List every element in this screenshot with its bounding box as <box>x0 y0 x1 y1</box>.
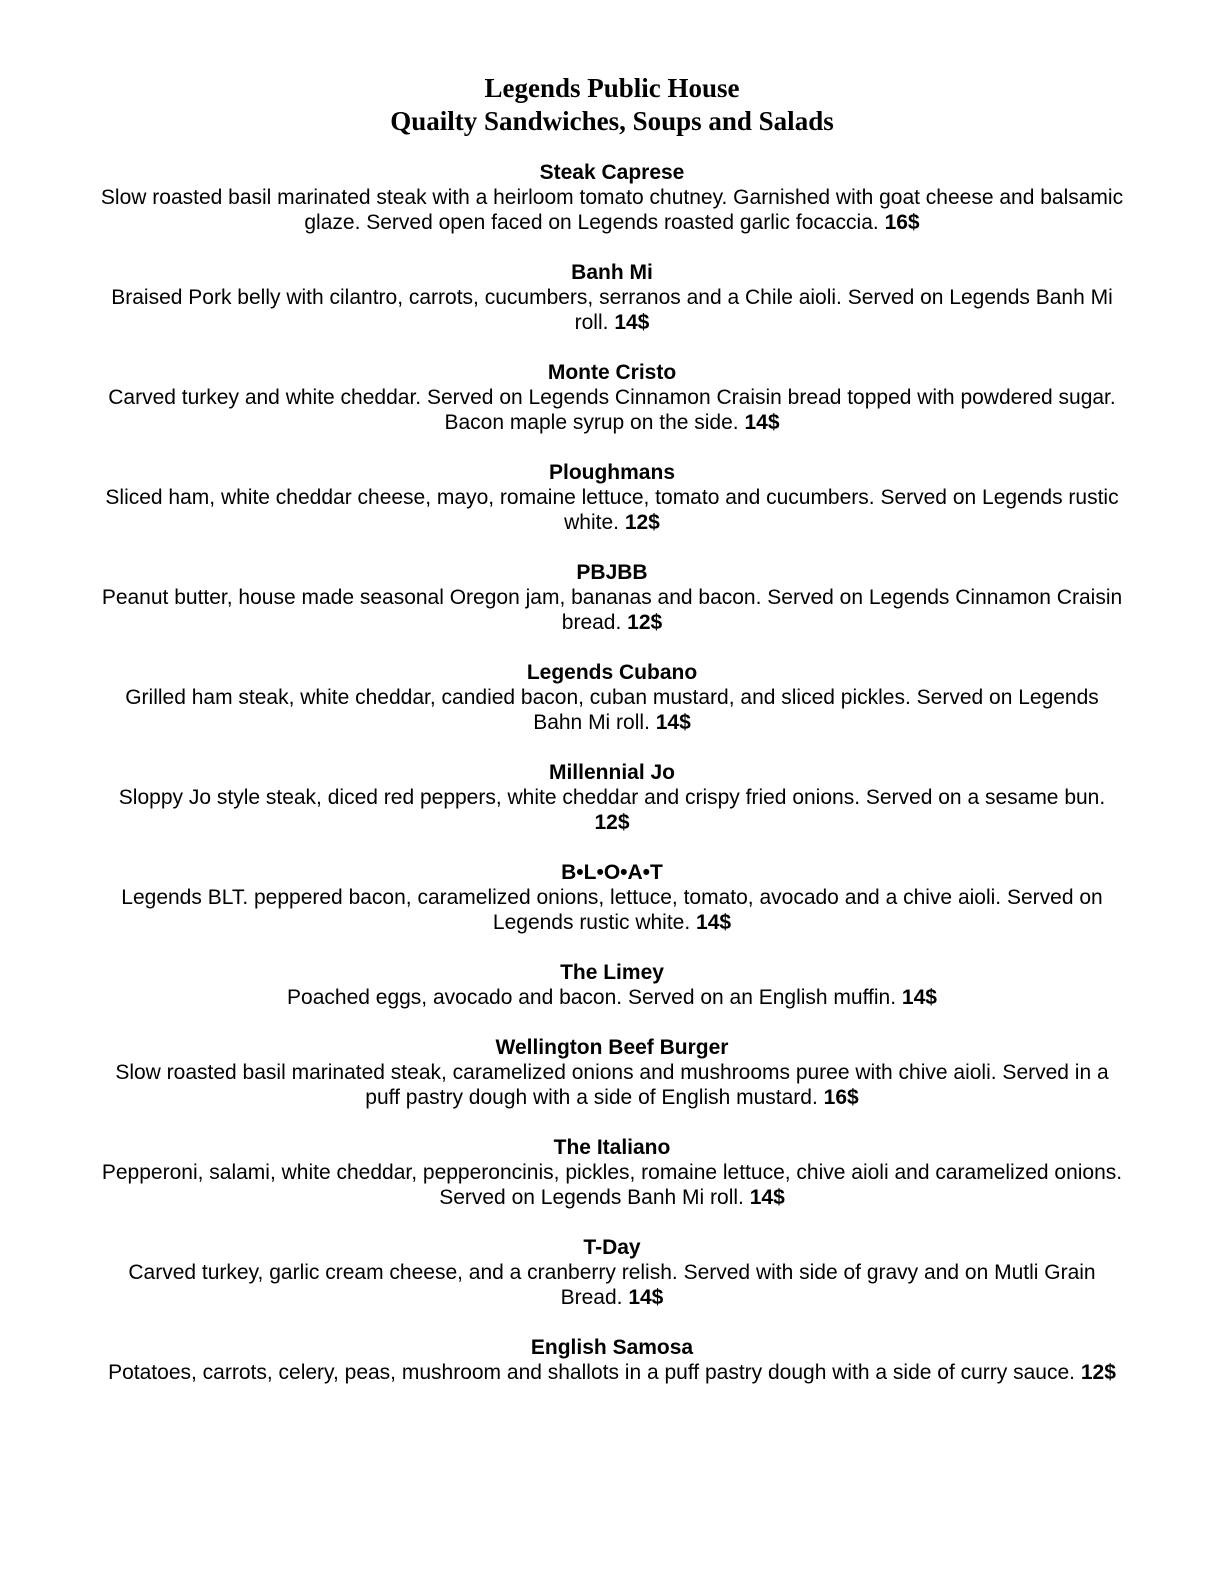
menu-item <box>100 1135 1124 1235</box>
menu-item-price: 14$ <box>744 411 780 434</box>
menu-item-name: Steak Caprese <box>539 161 685 184</box>
menu-item-price: 14$ <box>696 911 732 934</box>
menu-item-name: Millennial Jo <box>548 761 676 784</box>
menu-item <box>100 660 1124 760</box>
menu-item-name: Ploughmans <box>548 461 675 484</box>
menu-item-description-text: Carved turkey, garlic cream cheese, and a cranberry relish. Served with side of gravy and on Mutli Grain Bread. <box>128 1261 1096 1309</box>
menu-item-description-text: Pepperoni, salami, white cheddar, pepperoncinis, pickles, romaine lettuce, chive aioli and caramelized onions. Served on Legends Banh Mi roll. <box>101 1161 1123 1209</box>
menu-item-price: 12$ <box>624 511 660 534</box>
menu-item-description <box>100 285 1124 335</box>
menu-item-name: Wellington Beef Burger <box>495 1036 729 1059</box>
menu-item-name: Banh Mi <box>571 261 653 284</box>
menu-item-description <box>100 985 1124 1010</box>
menu-item-description-text: Sloppy Jo style steak, diced red peppers, white cheddar and crispy fried onions. Served on a sesame bun. <box>118 786 1106 809</box>
menu-item-price: 14$ <box>614 311 650 334</box>
menu-item-description <box>100 1360 1124 1385</box>
menu-item-price: 14$ <box>628 1286 664 1309</box>
menu-item-price: 12$ <box>594 811 630 834</box>
menu-item <box>100 160 1124 260</box>
menu-item-price: 12$ <box>1080 1361 1116 1384</box>
menu-item-name: English Samosa <box>530 1336 694 1359</box>
menu-item-name: The Limey <box>560 961 664 984</box>
menu-item-description <box>100 385 1124 435</box>
menu-item-price: 14$ <box>749 1186 785 1209</box>
menu-item <box>100 1335 1124 1435</box>
menu-item <box>100 860 1124 960</box>
menu-subtitle: Quailty Sandwiches, Soups and Salads <box>390 106 834 136</box>
menu-item <box>100 760 1124 860</box>
menu-item-price: 14$ <box>901 986 937 1009</box>
menu-item-description <box>100 485 1124 535</box>
menu-item-description <box>100 885 1124 935</box>
menu-item-description-text: Sliced ham, white cheddar cheese, mayo, romaine lettuce, tomato and cucumbers. Served on Legends rustic white. <box>105 486 1119 534</box>
menu-item-price: 12$ <box>627 611 663 634</box>
menu-item-name: PBJBB <box>576 561 648 584</box>
menu-item-price: 16$ <box>884 211 920 234</box>
menu-item-description <box>100 685 1124 735</box>
menu-header <box>0 72 1224 138</box>
menu-item <box>100 1235 1124 1335</box>
menu-item-description-text: Carved turkey and white cheddar. Served on Legends Cinnamon Craisin bread topped with powdered sugar. Bacon maple syrup on the side. <box>108 386 1116 434</box>
menu-item-description-text: Poached eggs, avocado and bacon. Served on an English muffin. <box>287 986 897 1009</box>
menu-item-description-text: Grilled ham steak, white cheddar, candied bacon, cuban mustard, and sliced pickles. Served on Legends Bahn Mi roll. <box>125 686 1099 734</box>
menu-item-name: T-Day <box>583 1236 641 1259</box>
menu-item-description-text: Legends BLT. peppered bacon, caramelized onions, lettuce, tomato, avocado and a chive aioli. Served on Legends rustic white. <box>121 886 1103 934</box>
menu-item-description <box>100 1060 1124 1110</box>
menu-item-price: 14$ <box>655 711 691 734</box>
menu-item-description <box>100 1260 1124 1310</box>
menu-item-description <box>100 585 1124 635</box>
menu-item-name: Monte Cristo <box>547 361 677 384</box>
menu-item-description <box>100 1160 1124 1210</box>
menu-item-name: B•L•O•A•T <box>561 861 663 884</box>
menu-item-description-text: Slow roasted basil marinated steak, caramelized onions and mushrooms puree with chive aioli. Served in a puff pastry dough with a side of English mustard. <box>115 1061 1109 1109</box>
menu-item-description <box>100 185 1124 235</box>
menu-item-description-text: Potatoes, carrots, celery, peas, mushroom and shallots in a puff pastry dough with a side of curry sauce. <box>108 1361 1075 1384</box>
menu-item-name: Legends Cubano <box>526 661 698 684</box>
menu-item <box>100 960 1124 1035</box>
menu-item <box>100 1035 1124 1135</box>
restaurant-title: Legends Public House <box>484 73 740 103</box>
menu-item <box>100 360 1124 460</box>
menu-item <box>100 560 1124 660</box>
menu-item-description-text: Peanut butter, house made seasonal Oregon jam, bananas and bacon. Served on Legends Cinnamon Craisin bread. <box>101 586 1123 634</box>
menu-item-price: 16$ <box>823 1086 859 1109</box>
menu-item-description <box>100 785 1124 835</box>
menu-item <box>100 260 1124 360</box>
menu-item <box>100 460 1124 560</box>
menu-list <box>100 160 1124 1435</box>
menu-item-description-text: Braised Pork belly with cilantro, carrots, cucumbers, serranos and a Chile aioli. Served on Legends Banh Mi roll. <box>111 286 1113 334</box>
menu-item-name: The Italiano <box>553 1136 671 1159</box>
menu-item-description-text: Slow roasted basil marinated steak with a heirloom tomato chutney. Garnished with goat cheese and balsamic glaze. Served open faced on Legends roasted garlic focaccia. <box>100 186 1124 234</box>
